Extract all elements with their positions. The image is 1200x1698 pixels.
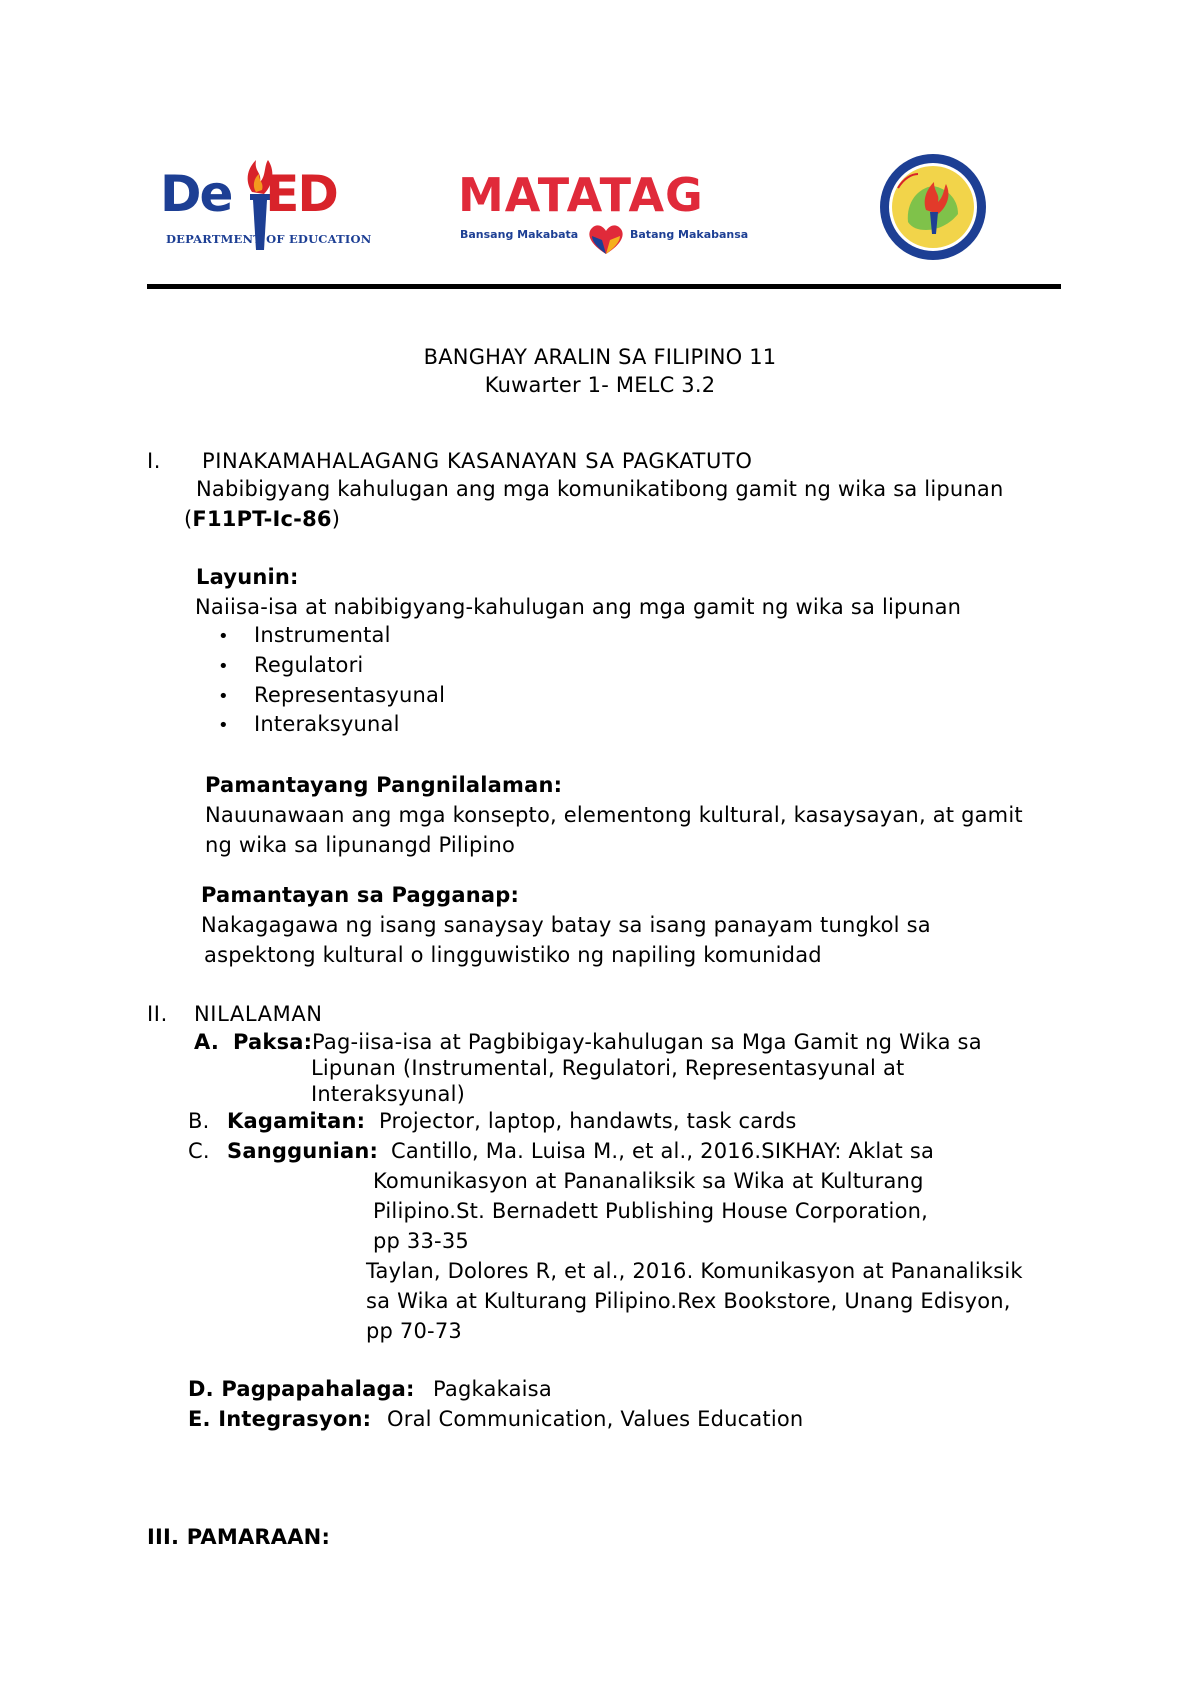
item-e-text: Oral Communication, Values Education: [387, 1407, 804, 1431]
item-c-text-3: Pilipino.St. Bernadett Publishing House Corporation,: [373, 1199, 929, 1223]
division-seal: [878, 152, 988, 262]
list-item: [218, 711, 229, 739]
section-1-heading: PINAKAMAHALAGANG KASANAYAN SA PAGKATUTO: [202, 449, 753, 473]
pangnilalaman-label: Pamantayang Pangnilalaman:: [205, 773, 563, 797]
section-1-numeral: I.: [147, 449, 162, 473]
competency-text: Nabibigyang kahulugan ang mga komunikatibong gamit ng wika sa lipunan: [196, 477, 1004, 501]
list-item-label: Interaksyunal: [254, 712, 400, 736]
bullet-icon: •: [218, 686, 229, 707]
item-d-text: Pagkakaisa: [433, 1377, 552, 1401]
item-b-text: Projector, laptop, handawts, task cards: [379, 1109, 797, 1133]
list-item: [218, 622, 229, 650]
pagganap-label: Pamantayan sa Pagganap:: [201, 883, 520, 907]
pangnilalaman-text-2: ng wika sa lipunangd Pilipino: [205, 833, 516, 857]
pagganap-text-2: aspektong kultural o lingguwistiko ng napiling komunidad: [204, 943, 822, 967]
item-d-label: D. Pagpapahalaga:: [188, 1377, 415, 1401]
item-a-letter: A.: [194, 1030, 220, 1054]
item-c-text-7: pp 70-73: [366, 1319, 462, 1343]
hands-heart-icon: [584, 220, 628, 256]
layunin-text: Naiisa-isa at nabibigyang-kahulugan ang mga gamit ng wika sa lipunan: [195, 595, 962, 619]
section-2-numeral: II.: [147, 1002, 168, 1026]
item-c-letter: C.: [188, 1139, 210, 1163]
list-item-label: Instrumental: [254, 623, 391, 647]
bullet-icon: •: [218, 626, 229, 647]
competency-code-line: [184, 506, 340, 532]
layunin-label: Layunin:: [196, 565, 299, 589]
page-subtitle: Kuwarter 1- MELC 3.2: [484, 373, 716, 397]
item-c-label: Sanggunian:: [227, 1139, 379, 1163]
item-c-text-4: pp 33-35: [373, 1229, 469, 1253]
deped-subtitle: DEPARTMENT OF EDUCATION: [166, 232, 372, 246]
item-c-text-1: Cantillo, Ma. Luisa M., et al., 2016.SIKHAY: Aklat sa: [391, 1139, 935, 1163]
item-c-text-2: Komunikasyon at Pananaliksik sa Wika at Kulturang: [373, 1169, 924, 1193]
matatag-left-tag: Bansang Makabata: [460, 228, 579, 241]
matatag-logo: [458, 170, 758, 260]
deped-logo: [160, 142, 380, 257]
item-a-text-2: Lipunan (Instrumental, Regulatori, Representasyunal at: [311, 1056, 905, 1080]
bullet-icon: •: [218, 656, 229, 677]
matatag-right-tag: Batang Makabansa: [630, 228, 749, 241]
page-title: BANGHAY ARALIN SA FILIPINO 11: [423, 345, 777, 369]
bullet-icon: •: [218, 715, 229, 736]
item-a-text-3: Interaksyunal): [311, 1082, 466, 1106]
pagganap-text-1: Nakagagawa ng isang sanaysay batay sa isang panayam tungkol sa: [201, 913, 931, 937]
item-c-text-6: sa Wika at Kulturang Pilipino.Rex Bookstore, Unang Edisyon,: [366, 1289, 1011, 1313]
item-b-label: Kagamitan:: [227, 1109, 366, 1133]
item-a-label: Paksa:: [233, 1030, 313, 1054]
item-b-letter: B.: [188, 1109, 210, 1133]
code-open: (: [184, 507, 193, 531]
list-item: [218, 652, 229, 680]
list-item: [218, 682, 229, 710]
list-item-label: Regulatori: [254, 653, 364, 677]
matatag-wordmark: MATATAG: [458, 168, 704, 222]
competency-code: F11PT-Ic-86: [192, 507, 332, 531]
item-a-text-1: Pag-iisa-isa at Pagbibigay-kahulugan sa Mga Gamit ng Wika sa: [312, 1030, 982, 1054]
item-e-label: E. Integrasyon:: [188, 1407, 372, 1431]
code-close: ): [331, 507, 341, 531]
item-c-text-5: Taylan, Dolores R, et al., 2016. Komunikasyon at Pananaliksik: [366, 1259, 1023, 1283]
header-divider: [147, 284, 1061, 289]
deped-wordmark: De ED: [160, 165, 337, 223]
list-item-label: Representasyunal: [254, 683, 446, 707]
pangnilalaman-text-1: Nauunawaan ang mga konsepto, elementong kultural, kasaysayan, at gamit: [205, 803, 1023, 827]
section-3-heading: III. PAMARAAN:: [147, 1525, 331, 1549]
section-2-heading: NILALAMAN: [194, 1002, 323, 1026]
